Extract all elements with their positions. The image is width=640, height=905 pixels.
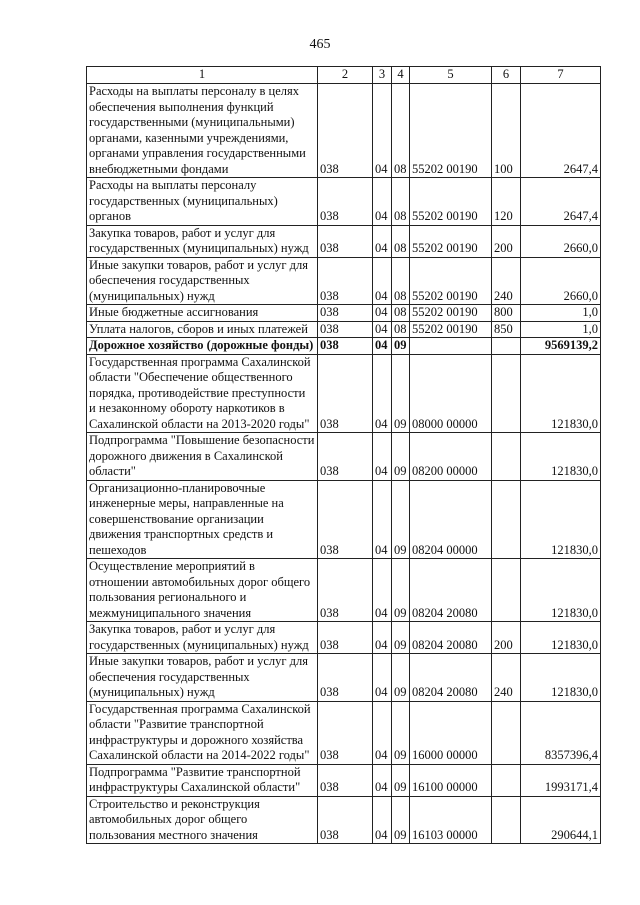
row-section-code: 04 [373, 84, 392, 178]
row-target-code: 08200 00000 [410, 433, 492, 481]
row-expense-type-code: 800 [492, 305, 521, 322]
row-subsection-code: 09 [392, 701, 410, 764]
row-expense-type-code [492, 701, 521, 764]
row-section-code: 04 [373, 178, 392, 226]
row-ministry-code: 038 [318, 654, 373, 702]
row-amount: 2647,4 [521, 178, 601, 226]
row-expense-type-code [492, 338, 521, 355]
row-expense-type-code [492, 480, 521, 559]
row-subsection-code: 09 [392, 654, 410, 702]
row-ministry-code: 038 [318, 796, 373, 844]
row-subsection-code: 09 [392, 622, 410, 654]
row-ministry-code: 038 [318, 84, 373, 178]
row-subsection-code: 08 [392, 305, 410, 322]
row-section-code: 04 [373, 796, 392, 844]
row-description: Дорожное хозяйство (дорожные фонды) [87, 338, 318, 355]
row-subsection-code: 09 [392, 338, 410, 355]
row-target-code: 55202 00190 [410, 178, 492, 226]
row-subsection-code: 08 [392, 257, 410, 305]
row-description: Иные бюджетные ассигнования [87, 305, 318, 322]
row-description: Государственная программа Сахалинской области "Обеспечение общественного порядка, противодействие преступности и незаконному обороту наркотиков в Сахалинской области на 2013-2020 годы" [87, 354, 318, 433]
row-expense-type-code [492, 764, 521, 796]
row-ministry-code: 038 [318, 433, 373, 481]
row-section-code: 04 [373, 701, 392, 764]
header-cell: 5 [410, 67, 492, 84]
row-ministry-code: 038 [318, 764, 373, 796]
row-amount: 2660,0 [521, 257, 601, 305]
row-target-code: 08204 00000 [410, 480, 492, 559]
row-amount: 9569139,2 [521, 338, 601, 355]
row-ministry-code: 038 [318, 480, 373, 559]
row-amount: 1993171,4 [521, 764, 601, 796]
row-target-code: 55202 00190 [410, 321, 492, 338]
row-target-code: 16103 00000 [410, 796, 492, 844]
row-target-code: 08204 20080 [410, 654, 492, 702]
row-expense-type-code: 850 [492, 321, 521, 338]
table-row [87, 354, 601, 433]
row-subsection-code: 09 [392, 796, 410, 844]
row-description: Подпрограмма "Развитие транспортной инфраструктуры Сахалинской области" [87, 764, 318, 796]
row-description: Государственная программа Сахалинской области "Развитие транспортной инфраструктуры и дорожного хозяйства Сахалинской области на 2014-2022 годы" [87, 701, 318, 764]
row-section-code: 04 [373, 305, 392, 322]
row-description: Организационно-планировочные инженерные меры, направленные на совершенствование организации движения транспортных средств и пешеходов [87, 480, 318, 559]
row-amount: 290644,1 [521, 796, 601, 844]
row-ministry-code: 038 [318, 257, 373, 305]
row-section-code: 04 [373, 433, 392, 481]
table-header-row [87, 67, 601, 84]
table-row [87, 559, 601, 622]
row-amount: 1,0 [521, 305, 601, 322]
row-ministry-code: 038 [318, 354, 373, 433]
row-target-code: 55202 00190 [410, 257, 492, 305]
row-target-code: 16100 00000 [410, 764, 492, 796]
table-row [87, 178, 601, 226]
table-row [87, 84, 601, 178]
row-section-code: 04 [373, 764, 392, 796]
header-cell: 1 [87, 67, 318, 84]
row-expense-type-code: 240 [492, 654, 521, 702]
row-ministry-code: 038 [318, 701, 373, 764]
row-description: Расходы на выплаты персоналу государственных (муниципальных) органов [87, 178, 318, 226]
table-row [87, 321, 601, 338]
row-target-code: 08000 00000 [410, 354, 492, 433]
header-cell: 3 [373, 67, 392, 84]
row-description: Закупка товаров, работ и услуг для государственных (муниципальных) нужд [87, 622, 318, 654]
row-target-code: 16000 00000 [410, 701, 492, 764]
row-subsection-code: 08 [392, 321, 410, 338]
row-subsection-code: 08 [392, 225, 410, 257]
header-cell: 7 [521, 67, 601, 84]
page-number: 465 [309, 37, 331, 52]
row-ministry-code: 038 [318, 178, 373, 226]
row-expense-type-code: 100 [492, 84, 521, 178]
table-row [87, 433, 601, 481]
row-amount: 121830,0 [521, 559, 601, 622]
row-expense-type-code: 240 [492, 257, 521, 305]
row-description: Осуществление мероприятий в отношении автомобильных дорог общего пользования регионального и межмуниципального значения [87, 559, 318, 622]
row-subsection-code: 09 [392, 559, 410, 622]
table-row [87, 338, 601, 355]
row-description: Уплата налогов, сборов и иных платежей [87, 321, 318, 338]
row-description: Строительство и реконструкция автомобильных дорог общего пользования местного значения [87, 796, 318, 844]
budget-table [86, 66, 601, 844]
row-ministry-code: 038 [318, 305, 373, 322]
row-amount: 121830,0 [521, 354, 601, 433]
row-section-code: 04 [373, 321, 392, 338]
row-amount: 2660,0 [521, 225, 601, 257]
table-row [87, 225, 601, 257]
row-amount: 121830,0 [521, 433, 601, 481]
table-row [87, 796, 601, 844]
row-amount: 121830,0 [521, 622, 601, 654]
row-section-code: 04 [373, 559, 392, 622]
row-amount: 121830,0 [521, 480, 601, 559]
row-section-code: 04 [373, 338, 392, 355]
table-row [87, 257, 601, 305]
row-ministry-code: 038 [318, 559, 373, 622]
row-description: Иные закупки товаров, работ и услуг для обеспечения государственных (муниципальных) нужд [87, 257, 318, 305]
row-description: Иные закупки товаров, работ и услуг для обеспечения государственных (муниципальных) нужд [87, 654, 318, 702]
row-expense-type-code: 120 [492, 178, 521, 226]
table-row [87, 305, 601, 322]
row-section-code: 04 [373, 622, 392, 654]
row-subsection-code: 08 [392, 84, 410, 178]
row-section-code: 04 [373, 354, 392, 433]
row-expense-type-code: 200 [492, 622, 521, 654]
row-subsection-code: 09 [392, 764, 410, 796]
row-description: Подпрограмма "Повышение безопасности дорожного движения в Сахалинской области" [87, 433, 318, 481]
header-cell: 4 [392, 67, 410, 84]
row-subsection-code: 09 [392, 480, 410, 559]
row-amount: 121830,0 [521, 654, 601, 702]
row-expense-type-code [492, 559, 521, 622]
table-row [87, 654, 601, 702]
row-ministry-code: 038 [318, 225, 373, 257]
header-cell: 6 [492, 67, 521, 84]
row-description: Расходы на выплаты персоналу в целях обеспечения выполнения функций государственными (муниципальными) органами, казенными учреждениями, органами управления государственными внебюджетными фондами [87, 84, 318, 178]
row-ministry-code: 038 [318, 338, 373, 355]
row-amount: 1,0 [521, 321, 601, 338]
row-target-code: 55202 00190 [410, 305, 492, 322]
row-subsection-code: 08 [392, 178, 410, 226]
row-target-code [410, 338, 492, 355]
row-description: Закупка товаров, работ и услуг для государственных (муниципальных) нужд [87, 225, 318, 257]
row-section-code: 04 [373, 225, 392, 257]
row-expense-type-code: 200 [492, 225, 521, 257]
row-ministry-code: 038 [318, 622, 373, 654]
row-target-code: 08204 20080 [410, 622, 492, 654]
header-cell: 2 [318, 67, 373, 84]
row-section-code: 04 [373, 257, 392, 305]
row-amount: 2647,4 [521, 84, 601, 178]
row-ministry-code: 038 [318, 321, 373, 338]
table-row [87, 480, 601, 559]
row-subsection-code: 09 [392, 354, 410, 433]
row-expense-type-code [492, 433, 521, 481]
row-section-code: 04 [373, 480, 392, 559]
row-expense-type-code [492, 354, 521, 433]
row-target-code: 08204 20080 [410, 559, 492, 622]
table-row [87, 764, 601, 796]
row-target-code: 55202 00190 [410, 84, 492, 178]
row-amount: 8357396,4 [521, 701, 601, 764]
table-row [87, 701, 601, 764]
table-row [87, 622, 601, 654]
row-target-code: 55202 00190 [410, 225, 492, 257]
row-section-code: 04 [373, 654, 392, 702]
row-expense-type-code [492, 796, 521, 844]
row-subsection-code: 09 [392, 433, 410, 481]
